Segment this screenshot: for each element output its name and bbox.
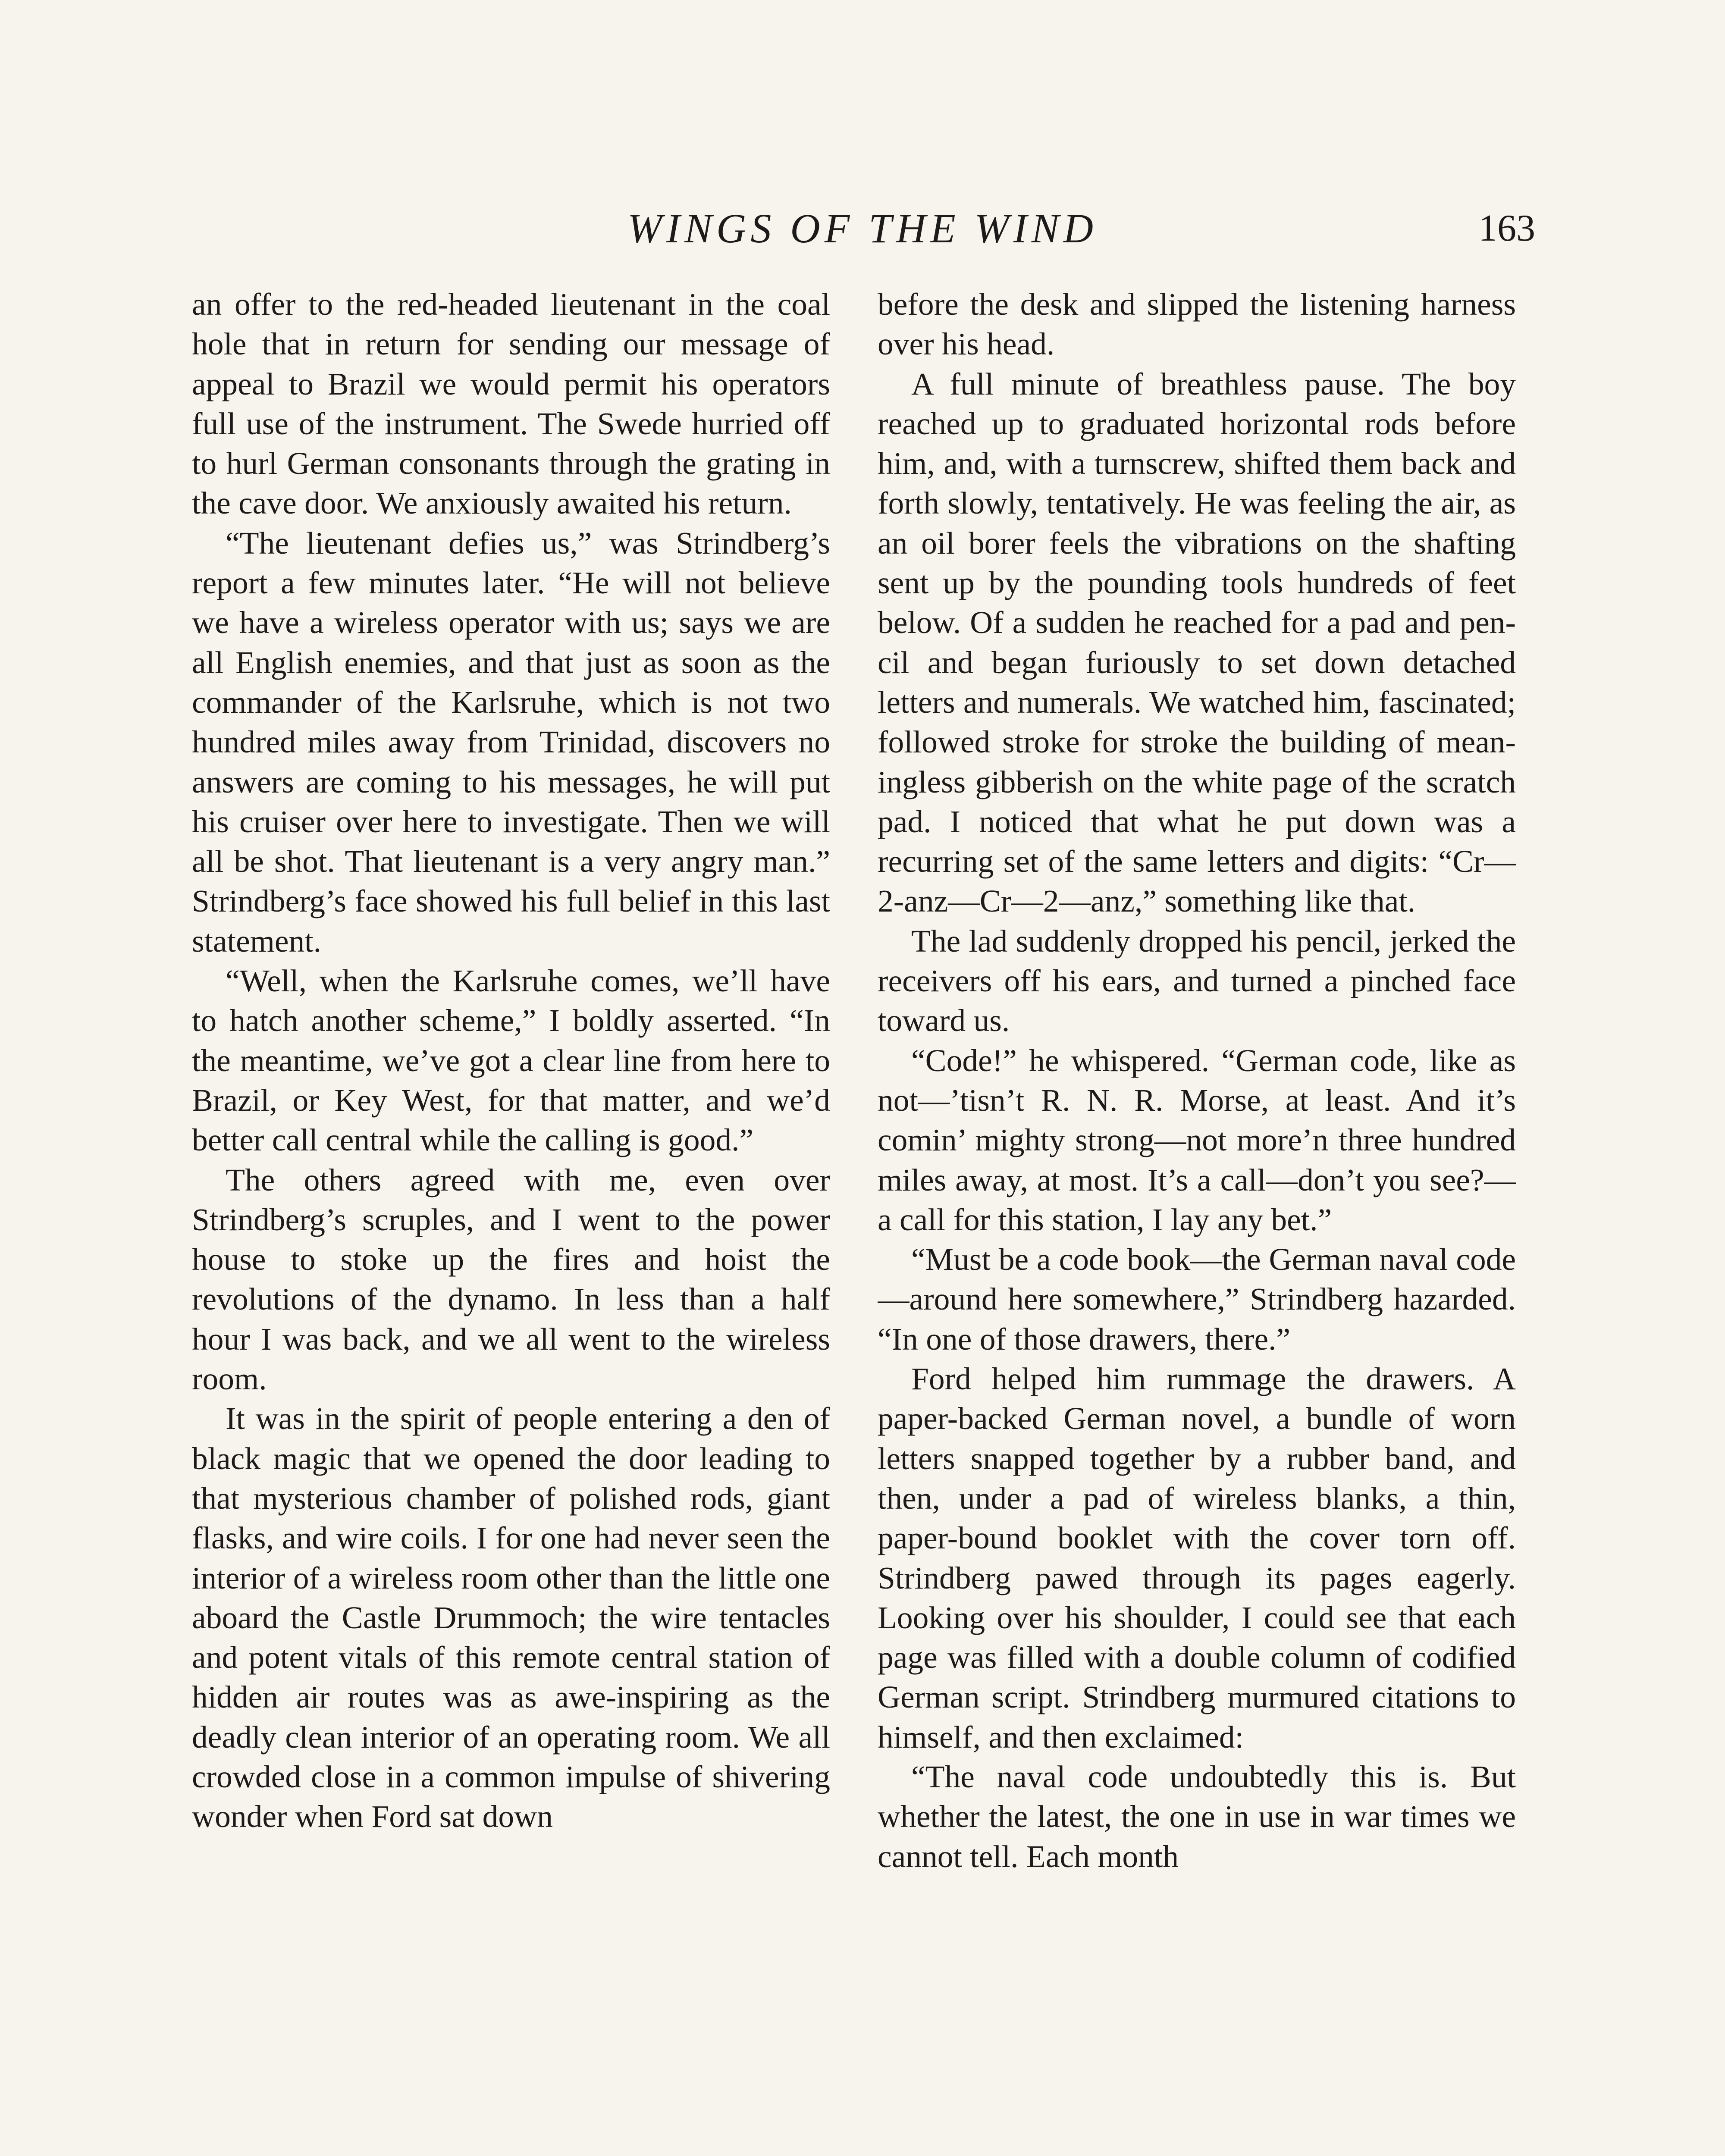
paragraph: an offer to the red-headed lieutenant in the coal hole that in return for sending our message of appeal to Brazil we would permit his operators full use of the instrument. The Swede hurried off to hurl German consonants through the grating in the cave door. We anxiously awaited his return.: [192, 287, 830, 521]
paragraph: “Must be a code book—the German naval code—around here somewhere,” Strindberg hazarded. “In one of those drawers, there.”: [878, 1242, 1516, 1357]
left-column: [192, 285, 830, 2156]
paragraph: “Well, when the Karlsruhe comes, we’ll have to hatch another scheme,” I boldly asserted. “In the meantime, we’ve got a clear line from here to Brazil, or Key West, for that matter, and we’d better call central while the calling is good.”: [192, 963, 830, 1158]
running-title: WINGS OF THE WIND: [627, 205, 1098, 251]
paragraph: “The lieutenant defies us,” was Strindberg’s report a few minutes later. “He will not believe we have a wireless operator with us; says we are all English enemies, and that just as soon as the commander of the Karlsruhe, which is not two hundred miles away from Trinidad, discovers no answers are coming to his messages, he will put his cruiser over here to investigate. Then we will all be shot. That lieutenant is a very angry man.” Strindberg’s face showed his full belief in this last statement.: [192, 525, 830, 959]
paragraph: “Code!” he whispered. “German code, like as not—’tisn’t R. N. R. Morse, at least. And it’s comin’ mighty strong—not more’n three hundred miles away, at most. It’s a call—don’t you see?—a call for this station, I lay any bet.”: [878, 1043, 1516, 1237]
paragraph: Ford helped him rummage the drawers. A paper-backed German novel, a bundle of worn letters snapped together by a rubber band, and then, under a pad of wireless blanks, a thin, paper-bound booklet with the cover torn off. Strindberg pawed through its pages eagerly. Looking over his shoulder, I could see that each page was filled with a double column of codified German script. Strindberg murmured citations to himself, and then exclaimed:: [878, 1361, 1516, 1755]
paragraph: before the desk and slipped the listening harness over his head.: [878, 287, 1516, 362]
page-number: 163: [1478, 207, 1535, 249]
page-header: [190, 203, 1535, 254]
paragraph: A full minute of breathless pause. The boy reached up to graduated horizontal rods before him, and, with a turnscrew, shifted them back and forth slowly, tentatively. He was feeling the air, as an oil borer feels the vibrations on the shafting sent up by the pounding tools hundreds of feet below. Of a sudden he reached for a pad and pencil and began furiously to set down detached letters and numerals. We watched him, fascinated; followed stroke for stroke the building of meaningless gibberish on the white page of the scratch pad. I noticed that what he put down was a recurring set of the same letters and digits: “Cr—2-anz—Cr—2—anz,” something like that.: [878, 366, 1516, 919]
paragraph: The others agreed with me, even over Strindberg’s scruples, and I went to the power house to stoke up the fires and hoist the revolutions of the dynamo. In less than a half hour I was back, and we all went to the wireless room.: [192, 1162, 830, 1397]
right-column: [878, 285, 1516, 2156]
paragraph: “The naval code undoubtedly this is. But whether the latest, the one in use in war times we cannot tell. Each month: [878, 1759, 1516, 1874]
paragraph: It was in the spirit of people entering a den of black magic that we opened the door leading to that mysterious chamber of polished rods, giant flasks, and wire coils. I for one had never seen the interior of a wireless room other than the little one aboard the Castle Drummoch; the wire tentacles and potent vitals of this remote central station of hidden air routes was as awe-inspiring as the deadly clean interior of an operating room. We all crowded close in a common impulse of shivering wonder when Ford sat down: [192, 1401, 830, 1834]
paragraph: The lad suddenly dropped his pencil, jerked the receivers off his ears, and turned a pinched face toward us.: [878, 923, 1516, 1038]
